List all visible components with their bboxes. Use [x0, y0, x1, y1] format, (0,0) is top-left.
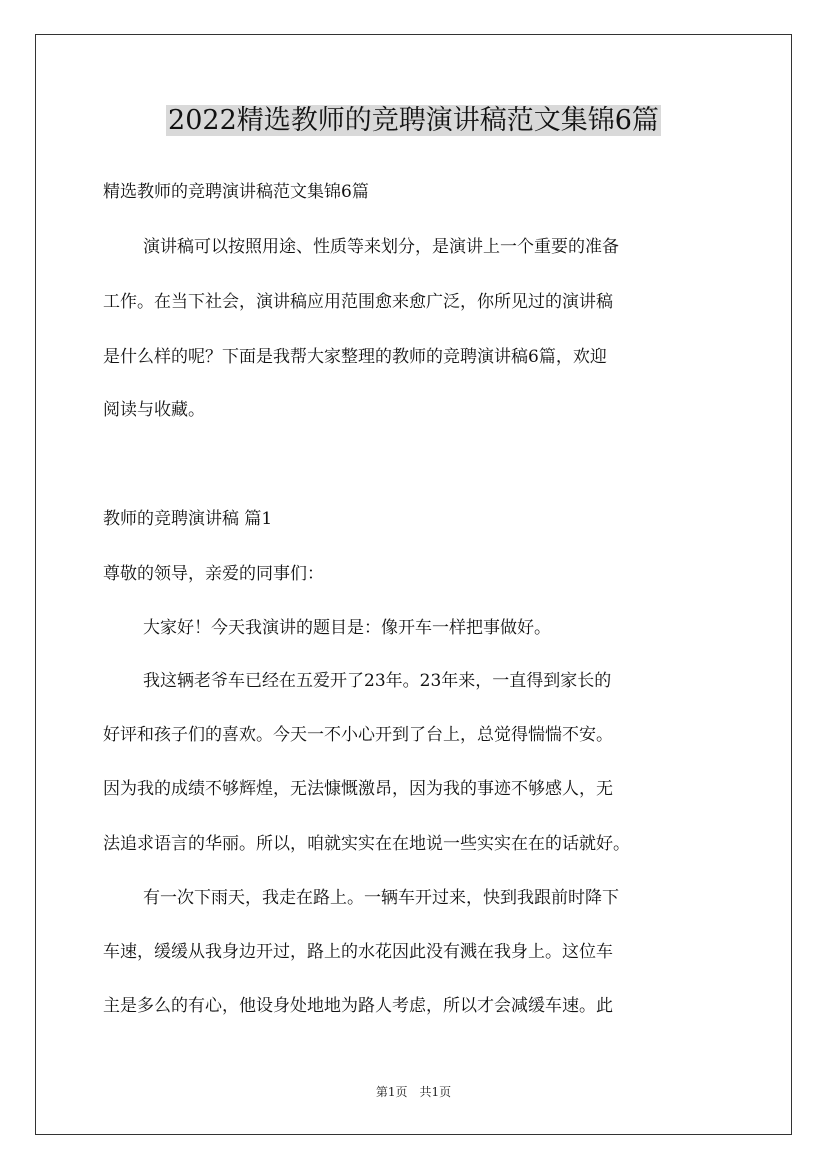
body-paragraph-line: 因为我的成绩不够辉煌，无法慷慨激昂，因为我的事迹不够感人，无 [103, 779, 613, 799]
body-paragraph-line: 大家好！今天我演讲的题目是：像开车一样把事做好。 [143, 618, 551, 638]
body-paragraph-line: 法追求语言的华丽。所以，咱就实实在在地说一些实实在在的话就好。 [103, 834, 630, 854]
body-paragraph-line: 车速，缓缓从我身边开过，路上的水花因此没有溅在我身上。这位车 [103, 942, 613, 962]
page-number-footer: 第1页 共1页 [375, 1085, 452, 1099]
body-paragraph-line: 好评和孩子们的喜欢。今天一不小心开到了台上，总觉得惴惴不安。 [103, 725, 613, 745]
body-paragraph-line: 有一次下雨天，我走在路上。一辆车开过来，快到我跟前时降下 [143, 888, 619, 908]
intro-paragraph-line: 是什么样的呢？下面是我帮大家整理的教师的竞聘演讲稿6篇，欢迎 [103, 347, 607, 367]
intro-paragraph-line: 阅读与收藏。 [103, 400, 205, 420]
intro-paragraph-line: 演讲稿可以按照用途、性质等来划分，是演讲上一个重要的准备 [143, 237, 619, 257]
body-paragraph-line: 主是多么的有心，他设身处地地为路人考虑，所以才会减缓车速。此 [103, 996, 613, 1016]
document-subtitle: 精选教师的竞聘演讲稿范文集锦6篇 [103, 182, 369, 202]
document-title-text: 2022精选教师的竞聘演讲稿范文集锦6篇 [168, 105, 659, 136]
section-heading: 教师的竞聘演讲稿 篇1 [103, 509, 273, 529]
intro-paragraph-line: 工作。在当下社会，演讲稿应用范围愈来愈广泛，你所见过的演讲稿 [103, 292, 613, 312]
salutation: 尊敬的领导，亲爱的同事们： [103, 564, 324, 584]
body-paragraph-line: 我这辆老爷车已经在五爱开了23年。23年来，一直得到家长的 [143, 671, 612, 691]
document-title [0, 100, 827, 142]
